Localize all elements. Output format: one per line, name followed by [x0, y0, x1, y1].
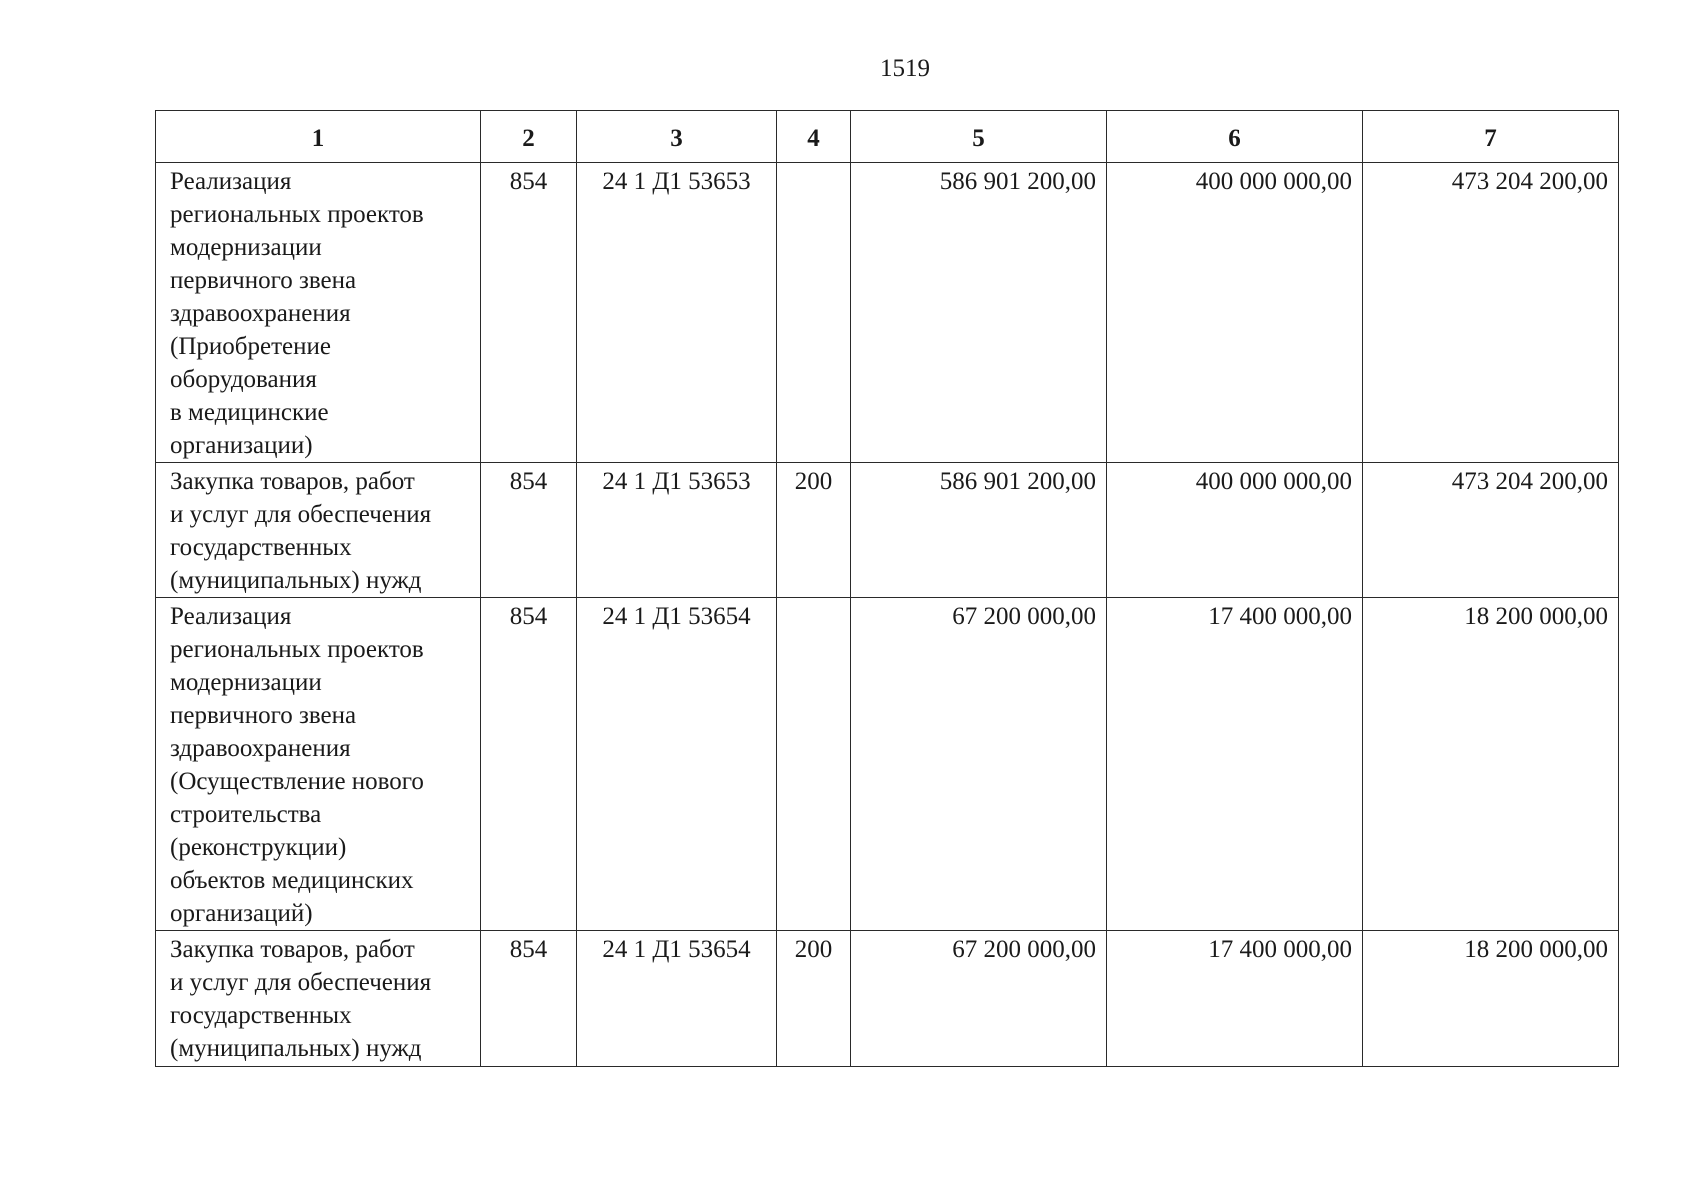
- expense-type-cell: 200: [777, 931, 851, 1067]
- amount-year-1-cell: 586 901 200,00: [851, 463, 1107, 598]
- column-header-1: 1: [156, 111, 481, 163]
- column-header-5: 5: [851, 111, 1107, 163]
- grbs-cell: 854: [481, 598, 577, 931]
- row-name-cell: Закупка товаров, работ и услуг для обеспечения государственных (муниципальных) нужд: [156, 931, 481, 1067]
- amount-year-3-cell: 18 200 000,00: [1363, 931, 1619, 1067]
- row-name-cell: Реализация региональных проектов модернизации первичного звена здравоохранения (Приобретение оборудования в медицинские организации): [156, 163, 481, 463]
- page-number: 1519: [880, 55, 930, 82]
- amount-year-2-cell: 17 400 000,00: [1107, 931, 1363, 1067]
- target-article-cell: 24 1 Д1 53654: [577, 598, 777, 931]
- expense-type-cell: 200: [777, 463, 851, 598]
- table-row: [156, 931, 1619, 1067]
- column-header-4: 4: [777, 111, 851, 163]
- header-row: [156, 111, 1619, 163]
- amount-year-1-cell: 586 901 200,00: [851, 163, 1107, 463]
- grbs-cell: 854: [481, 463, 577, 598]
- amount-year-2-cell: 400 000 000,00: [1107, 463, 1363, 598]
- expense-type-cell: [777, 598, 851, 931]
- amount-year-1-cell: 67 200 000,00: [851, 598, 1107, 931]
- target-article-cell: 24 1 Д1 53653: [577, 163, 777, 463]
- amount-year-3-cell: 473 204 200,00: [1363, 463, 1619, 598]
- column-header-2: 2: [481, 111, 577, 163]
- target-article-cell: 24 1 Д1 53654: [577, 931, 777, 1067]
- budget-table: [155, 110, 1619, 1067]
- amount-year-1-cell: 67 200 000,00: [851, 931, 1107, 1067]
- table-row: [156, 163, 1619, 463]
- amount-year-2-cell: 17 400 000,00: [1107, 598, 1363, 931]
- row-name-cell: Закупка товаров, работ и услуг для обеспечения государственных (муниципальных) нужд: [156, 463, 481, 598]
- amount-year-3-cell: 18 200 000,00: [1363, 598, 1619, 931]
- target-article-cell: 24 1 Д1 53653: [577, 463, 777, 598]
- grbs-cell: 854: [481, 931, 577, 1067]
- table-row: [156, 463, 1619, 598]
- column-header-3: 3: [577, 111, 777, 163]
- column-header-6: 6: [1107, 111, 1363, 163]
- column-header-7: 7: [1363, 111, 1619, 163]
- amount-year-2-cell: 400 000 000,00: [1107, 163, 1363, 463]
- grbs-cell: 854: [481, 163, 577, 463]
- table-row: [156, 598, 1619, 931]
- amount-year-3-cell: 473 204 200,00: [1363, 163, 1619, 463]
- row-name-cell: Реализация региональных проектов модернизации первичного звена здравоохранения (Осуществление нового строительства (реконструкции) объектов медицинских организаций): [156, 598, 481, 931]
- expense-type-cell: [777, 163, 851, 463]
